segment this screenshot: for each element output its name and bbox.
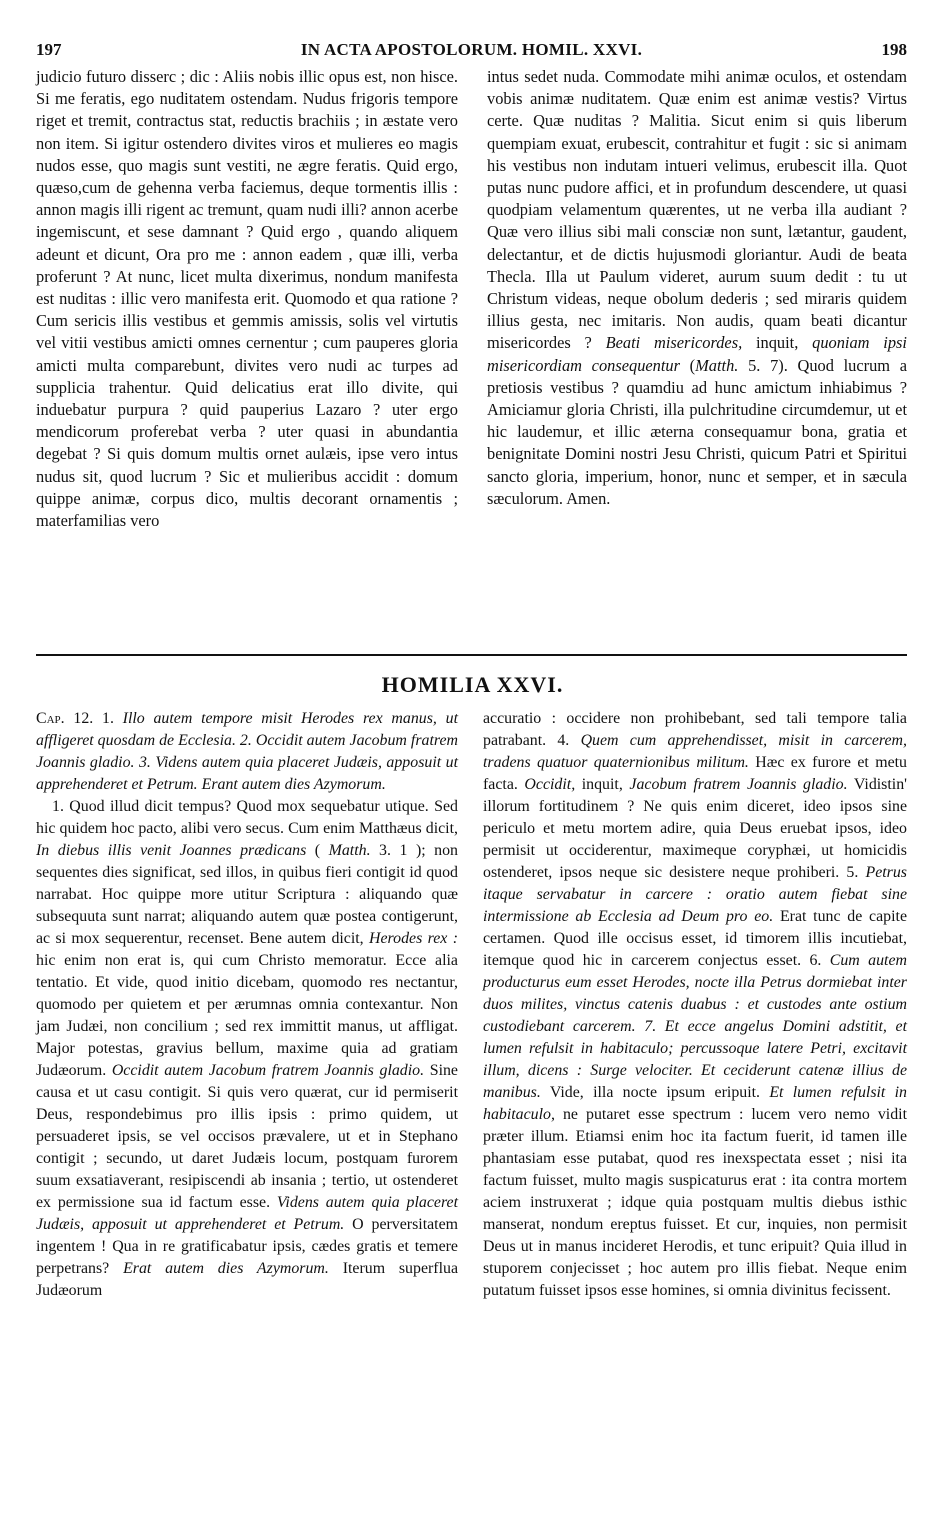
quote-in-diebus: In diebus illis venit Joannes prædicans: [36, 842, 307, 859]
quote-occidit: Occidit autem Jacobum fratrem Joannis gladio.: [111, 1062, 425, 1079]
running-header: [36, 40, 907, 62]
text-run: Hæc ex furore et metu facta.: [483, 754, 907, 793]
quote-videns: Videns autem quia placeret Judæis, apposuit ut apprehenderet et Petrum.: [36, 1194, 459, 1233]
quote-occidit: Occidit,: [524, 776, 576, 793]
text-run: 3. 1 ); non sequentes dies significat, sed illos, in quibus fieri contigit id quod narrabat. Hoc quippe more utitur Scriptura : aliquando quæ subsequuta sunt narrat; aliquando autem quæ postea contigerunt, ac si mox sequerentur, recenset. Bene autem dicit,: [36, 842, 458, 947]
quote-beati: Beati misericordes,: [605, 333, 743, 353]
text-run: Iterum superflua Judæorum: [36, 1260, 458, 1299]
text-run: inquit,: [742, 333, 813, 353]
top-right-text: [487, 66, 907, 510]
text-run: intus sedet nuda. Commodate mihi animæ oculos, et ostendam vobis animæ nuditatem. Quæ enim est animæ vestis? Virtus certe. Quæ nuditas ? Malitia. Sicut enim si quis liberum quempiam exuat, erubescit, contrahitur et fugit : sic si animam his vestibus non indutam intueri velimus, erubescit illa. Quot putas nunc pudore affici, et in profundum descendere, ut quasi quodpiam velamentum quærentes, ut ne verba illa audiant ? Quæ vero illius sibi mali consciæ non sunt, lætantur, gaudent, delectantur, et de dictis hujusmodi gloriantur. Audi de beata Thecla. Illa ut Paulum videret, aurum suum dedit : tu ut Christum videas, neque obolum dederis ; sed miraris quidem illius gesta, nec imitaris. Non audis, quam beati dicantur misericordes ?: [487, 67, 907, 353]
bottom-left-column: [36, 708, 458, 1302]
scripture-passage: [36, 708, 458, 796]
reference-matth: Matth.: [695, 355, 739, 375]
quote-quoniam: quoniam ipsi misericordiam consequentur: [487, 333, 907, 375]
text-run: (: [680, 355, 696, 375]
quote-cum-autem: Cum autem producturus eum esset Herodes, nocte illa Petrus dormiebat inter duos milites, vinctus catenis duabus : et custodes ante ostium custodiebant carcerem. 7. Et ecce angelus Domini adstitit, et lumen refulsit in habitaculo; percussoque latere Petri, excitavit illum, dicens : Surge velociter. Et ceciderunt catenæ illius de manibus.: [483, 952, 907, 1101]
section-divider: [36, 654, 907, 656]
running-title: IN ACTA APOSTOLORUM. HOMIL. XXVI.: [300, 40, 643, 59]
commentary-continuation: [483, 708, 907, 1302]
quote-petrus-itaque: Petrus itaque servabatur in carcere : oratio autem fiebat sine intermissione ab Ecclesia ad Deum pro eo.: [483, 864, 907, 925]
text-run: Erat tunc de capite certamen. Quod ille occisus esset, id timorem illis incutiebat, itemque quod hic in carcerem conjectus esset. 6.: [483, 908, 907, 969]
text-run: Vide, illa nocte ipsum eripuit.: [540, 1084, 770, 1101]
top-left-column: [36, 66, 458, 532]
text-run: (: [306, 842, 329, 859]
text-run: Vidistin' illorum fortitudinem ? Ne quis enim diceret, ideo ipsos sine periculo et metu mortem adire, quia Deus eruebat ipsos, ideo permisit ut occiderentur, maximeque coryphæi, ut homicidis ostenderet, ipsos neque sic desistere neque prohiberi. 5.: [483, 776, 908, 881]
text-run: accuratio : occidere non prohibebant, sed tali tempore talia patrabant. 4.: [483, 710, 907, 749]
commentary-paragraph: [36, 796, 458, 1302]
text-run: inquit,: [575, 776, 630, 793]
homily-title: HOMILIA XXVI.: [381, 672, 564, 697]
page-number-left: 197: [36, 40, 62, 59]
text-run: 5. 7). Quod lucrum a pretiosis vestibus ? quamdiu ad hunc amictum inhiabimus ? Amiciamur gloria Christi, illa pulchritudine circumdemur, ut et hic laudemur, et illic æterna consequamur bona, gratia et benignitate Domini nostri Jesu Christi, quicum Patri et Spiritui sancto gloria, imperium, honor, nunc et semper, et in sæcula sæculorum. Amen.: [487, 355, 907, 508]
quote-et-lumen: Et lumen refulsit in habitaculo,: [483, 1084, 908, 1123]
quote-jacobum: Jacobum fratrem Joannis gladio.: [629, 776, 848, 793]
text-run: 1. Quod illud dicit tempus? Quod mox sequebatur utique. Sed hic quidem hoc pacto, alibi vero secus. Cum enim Matthæus dicit,: [36, 798, 458, 837]
quote-erat-autem: Erat autem dies Azymorum.: [123, 1260, 329, 1277]
chapter-label: Cap. 12. 1.: [36, 710, 114, 727]
bottom-right-column: [483, 708, 907, 1302]
page-number-right: 198: [881, 40, 907, 59]
scripture-text: Illo autem tempore misit Herodes rex manus, ut affligeret quosdam de Ecclesia. 2. Occidit autem Jacobum fratrem Joannis gladio. 3. Videns autem quia placeret Judæis, apposuit ut apprehenderet et Petrum. Erant autem dies Azymorum.: [36, 710, 458, 793]
reference-matth: Matth.: [328, 842, 371, 859]
quote-quem-cum: Quem cum apprehendisset, misit in carcerem, tradens quatuor quaternionibus militum.: [483, 732, 907, 771]
top-right-column: [487, 66, 907, 510]
quote-herodes-rex: Herodes rex :: [369, 930, 458, 947]
text-run: ne putaret esse spectrum : lucem vero nemo vidit præter illum. Etiamsi enim hoc ita factum fuerit, id tamen ille phantasiam esse putabat, quod res inexspectata esset ; nisi ita factum fuisset, multo magis suspicaturus erat : ita contra mortem aciem instruxerat ; idque quia postquam multis diebus isthic manserat, nondum ereptus fuisset. Et cur, inquies, non permisit Deus ut in manus incideret Herodis, et tunc eripuit? Quia illud in stuporem conjecisset ; hoc autem pro illis fiebat. Neque enim putatum fuisset ipsos esse homines, si omnia divinitus fecissent.: [483, 1106, 907, 1299]
text-run: hic enim non erat is, qui cum Christo memoratur. Ecce alia tentatio. Et vide, quod initio dicebam, quomodo res nectantur, quomodo per quietem et per ærumnas omnia contexantur. Non jam Judæi, non concilium ; sed rex immittit manus, ut affligat. Major potestas, gravius bellum, maxime quia ad gratiam Judæorum.: [36, 952, 458, 1079]
text-run: Sine causa et ut casu contigit. Si quis vero quærat, cur id permiserit Deus, respondebimus pro illis ipsis : primo quidem, ut persuaderet ipsis, se vel occisos prævalere, ut et in Stephano contigit ; secundo, ut daret Judæis locum, postquam furorem suum exsatiaverant, resipiscendi ab insania ; tertio, ut ostenderet ex permissione sua id factum esse.: [36, 1062, 458, 1211]
text-run: O perversitatem ingentem ! Qua in re gratificabatur ipsis, cædes gratis et temere perpetrans?: [36, 1216, 458, 1277]
top-left-text: judicio futuro disserc ; dic : Aliis nobis illic opus est, non hisce. Si me feratis, ego nuditatem ostendam. Nudus frigoris tempore riget et tremit, contractus stat, reductis brachiis ; in æstate vero non item. Si igitur ostendero divites viros et mulieres eo magis nudos esse, quo magis sunt vestiti, ne ægre feratis. Quid ergo, quæso,cum de gehenna verba faciemus, deque tormentis illis : annon magis illi rigent ac tremunt, quam nudi illi? annon acerbe ingemiscunt, et sese damnant ? Quid ergo , quando aliquem adeunt et dicunt, Ora pro me : annon eadem , quæ illi, verba proferunt ? At nunc, licet multa dixerimus, nondum manifesta est nuditas : illic vero manifesta erit. Quomodo et qua ratione ? Cum sericis illis vestibus et gemmis amissis, solis vel virtutis vel vitii vestibus amicti omnes cernentur ; cum pauperes gloria amicti multa comparebunt, divites vero nudi ac turpes ad supplicia trahentur. Quid delicatius erat illo divite, qui induebatur purpura ? quid pauperius Lazaro ? uter ergo mendicorum proferebat verba ? uter quasi in abundantia degebat ? Si quis domum multis ornet aulæis, ipse vero intus nudus sit, quod lucrum ? Sic et mulieribus accidit : domum quippe animæ, corpus dico, multis decorant ornamentis ; materfamilias vero: [36, 67, 458, 531]
